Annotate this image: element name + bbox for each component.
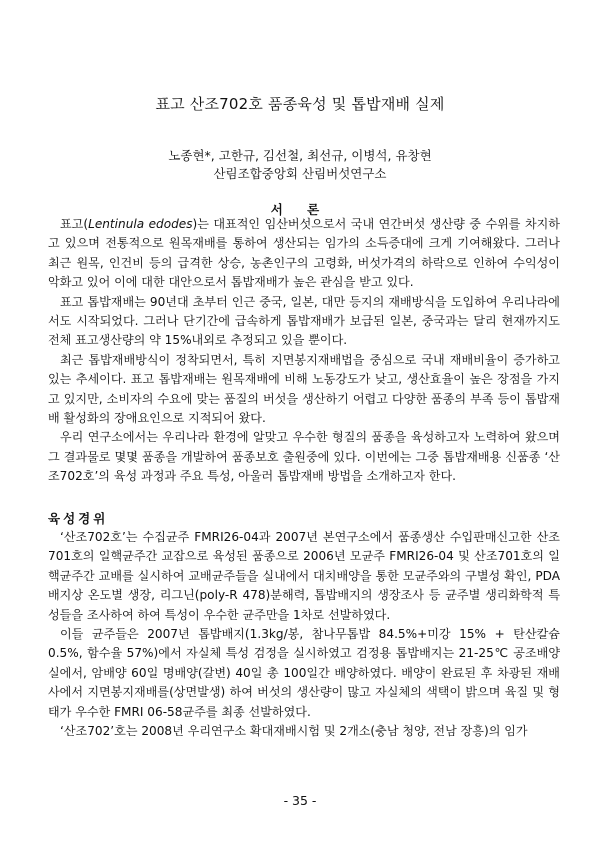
- section-heading-breeding-history: 육성경위: [48, 511, 109, 526]
- author-names: 노종현*, 고한규, 김선철, 최선규, 이병석, 유창현: [168, 148, 432, 163]
- intro-paragraph-2: 표고 톱밥재배는 90년대 초부터 인근 중국, 일본, 대만 등지의 재배방식을 도입하여 우리나라에서도 시작되었다. 그러나 단기간에 급속하게 톱밥재배가 보급된 일본, 중국과는 달리 현재까지도 전체 표고생산량의 약 15%내외로 추정되고 있을 뿐이다.: [48, 294, 560, 348]
- author-list: [0, 146, 600, 164]
- breeding-paragraph-3: ‘산조702’호는 2008년 우리연구소 확대재배시험 및 2개소(충남 청양, 전남 장흥)의 임가: [60, 724, 528, 739]
- species-name: Lentinula edodes: [88, 217, 193, 231]
- breeding-history-body: [48, 528, 560, 741]
- intro-p1-text-b: )는 대표적인 임산버섯으로서 국내 연간버섯 생산량 중 수위를 차지하고 있으며 전통적으로 원목재배를 통하여 생산되는 임가의 소득증대에 크게 기여해왔다. 그러나 최근 원목, 인건비 등의 급격한 상승, 농촌인구의 고령화, 버섯가격의 하락으로 인하여 수익성이 악화고 있어 이에 대한 대안으로서 톱밥재배가 높은 관심을 받고 있다.: [48, 217, 560, 290]
- intro-paragraph-4: 우리 연구소에서는 우리나라 환경에 알맞고 우수한 형질의 품종을 육성하고자 노력하여 왔으며 그 결과물로 몇몇 품종을 개발하여 품종보호 출원중에 있다. 이번에는 그중 톱밥재배용 신품종 ‘산조702호’의 육성 과정과 주요 특성, 아울러 톱밥재배 방법을 소개하고자 한다.: [48, 430, 560, 484]
- intro-p1-text-a: 표고(: [60, 217, 89, 231]
- intro-paragraph-3: 최근 톱밥재배방식이 정착되면서, 특히 지면봉지재배법을 중심으로 국내 재배비율이 증가하고 있는 추세이다. 표고 톱밥재배는 원목재배에 비해 노동강도가 낮고, 생산효율이 높은 장점을 가지고 있지만, 소비자의 수요에 맞는 품질의 버섯을 생산하기 어렵고 다양한 품종의 부족 등이 톱밥재배 활성화의 장애요인으로 지적되어 왔다.: [48, 352, 560, 426]
- intro-paragraph-1: [48, 215, 560, 293]
- breeding-paragraph-1: ‘산조702호’는 수집균주 FMRI26-04과 2007년 본연구소에서 품종생산 수입판매신고한 산조701호의 일핵균주간 교잡으로 육성된 품종으로 2006년 모균주 FMRI26-04 및 산조701호의 일핵균주간 교배를 실시하여 교배균주들을 실내에서 대치배양을 통한 모균주와의 구별성 확인, PDA배지상 온도별 생장, 리그닌(poly-R 478)분해력, 톱밥배지의 생장조사 등 균주별 생리화학적 특성들을 조사하여 하여 특성이 우수한 균주만을 1차로 선발하였다.: [48, 530, 560, 622]
- affiliation: 산림조합중앙회 산림버섯연구소: [213, 166, 387, 181]
- section-heading-introduction: 서 론: [270, 202, 330, 217]
- breeding-paragraph-2: 이들 균주들은 2007년 톱밥배지(1.3kg/봉, 참나무톱밥 84.5%+미강 15% + 탄산칼슘 0.5%, 함수율 57%)에서 자실체 특성 검정을 실시하였고 검정용 톱밥배지는 21-25℃ 공조배양실에서, 암배양 60일 명배양(갈변) 40일 총 100일간 배양하였다. 배양이 완료된 후 차광된 재배사에서 지면봉지재배를(상면발생) 하여 버섯의 생산량이 많고 자실체의 색택이 밝으며 육질 및 형태가 우수한 FMRI 06-58균주를 최종 선발하였다.: [48, 627, 560, 719]
- introduction-body: [48, 215, 560, 487]
- page-number: - 35 -: [283, 793, 317, 808]
- paper-title: 표고 산조702호 품종육성 및 톱밥재배 실제: [155, 95, 445, 113]
